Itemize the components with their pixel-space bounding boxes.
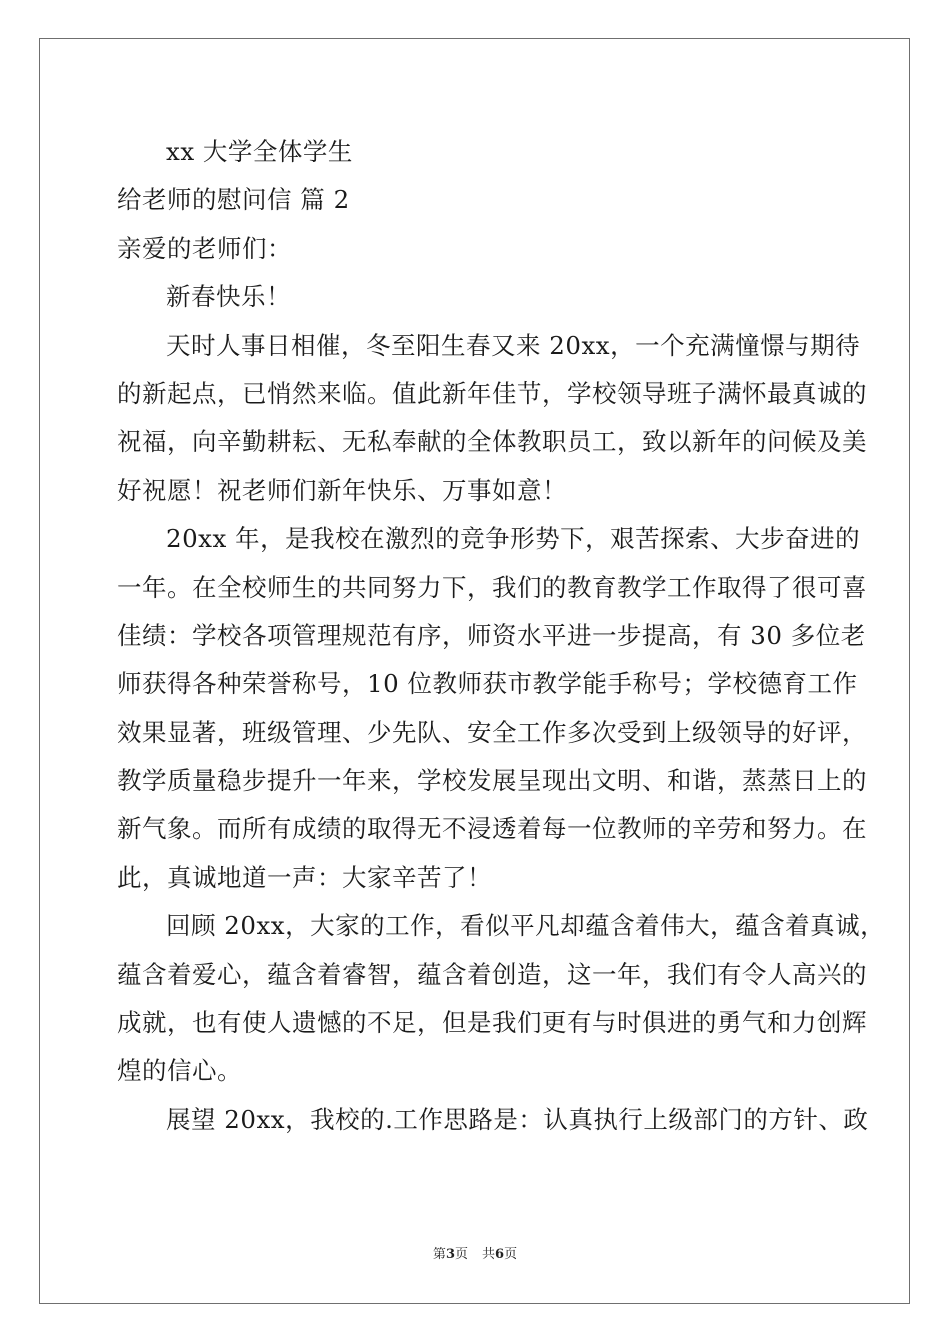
footer-total-suffix: 页 bbox=[504, 1247, 518, 1262]
page-footer bbox=[0, 1246, 950, 1264]
footer-page-prefix: 第 bbox=[432, 1247, 446, 1262]
footer-page-number: 3 bbox=[445, 1247, 455, 1262]
section-heading: 给老师的慰问信 篇 2 bbox=[117, 185, 350, 215]
paragraph-2-line: 一年。在全校师生的共同努力下，我们的教育教学工作取得了很可喜 bbox=[117, 572, 867, 602]
salutation: 亲爱的老师们： bbox=[117, 233, 292, 263]
paragraph-2-line: 新气象。而所有成绩的取得无不浸透着每一位教师的辛劳和努力。在 bbox=[117, 814, 867, 844]
paragraph-2-line: 佳绩：学校各项管理规范有序，师资水平进一步提高，有 30 多位老 bbox=[117, 620, 866, 650]
paragraph-3-line: 煌的信心。 bbox=[117, 1056, 242, 1086]
letter-body bbox=[117, 128, 886, 1144]
paragraph-3-line: 蕴含着爱心，蕴含着睿智，蕴含着创造，这一年，我们有令人高兴的 bbox=[117, 959, 867, 989]
footer-total-prefix: 共 bbox=[482, 1247, 496, 1262]
paragraph-2-line: 20xx 年，是我校在激烈的竞争形势下，艰苦探索、大步奋进的 bbox=[166, 524, 861, 554]
footer-page-suffix: 页 bbox=[454, 1247, 468, 1262]
paragraph-3-line: 回顾 20xx，大家的工作，看似平凡却蕴含着伟大，蕴含着真诚， bbox=[166, 911, 886, 941]
signature-line: xx 大学全体学生 bbox=[166, 137, 353, 166]
paragraph-1-line: 的新起点，已悄然来临。值此新年佳节，学校领导班子满怀最真诚的 bbox=[117, 378, 867, 408]
paragraph-3-line: 成就，也有使人遗憾的不足，但是我们更有与时俱进的勇气和力创辉 bbox=[117, 1008, 867, 1038]
paragraph-2-line: 教学质量稳步提升一年来，学校发展呈现出文明、和谐，蒸蒸日上的 bbox=[117, 766, 867, 796]
paragraph-1-line: 好祝愿！祝老师们新年快乐、万事如意！ bbox=[117, 475, 567, 505]
paragraph-4-line: 展望 20xx，我校的.工作思路是：认真执行上级部门的方针、政 bbox=[166, 1104, 869, 1134]
footer-total-pages: 6 bbox=[495, 1247, 505, 1262]
paragraph-2-line: 效果显著，班级管理、少先队、安全工作多次受到上级领导的好评， bbox=[117, 717, 867, 747]
paragraph-2-line: 此，真诚地道一声：大家辛苦了！ bbox=[117, 862, 492, 892]
paragraph-1-line: 祝福，向辛勤耕耘、无私奉献的全体教职员工，致以新年的问候及美 bbox=[117, 427, 867, 457]
paragraph-1-line: 天时人事日相催，冬至阳生春又来 20xx，一个充满憧憬与期待 bbox=[166, 330, 861, 360]
greeting: 新春快乐！ bbox=[166, 282, 291, 312]
paragraph-2-line: 师获得各种荣誉称号，10 位教师获市教学能手称号；学校德育工作 bbox=[117, 669, 858, 699]
